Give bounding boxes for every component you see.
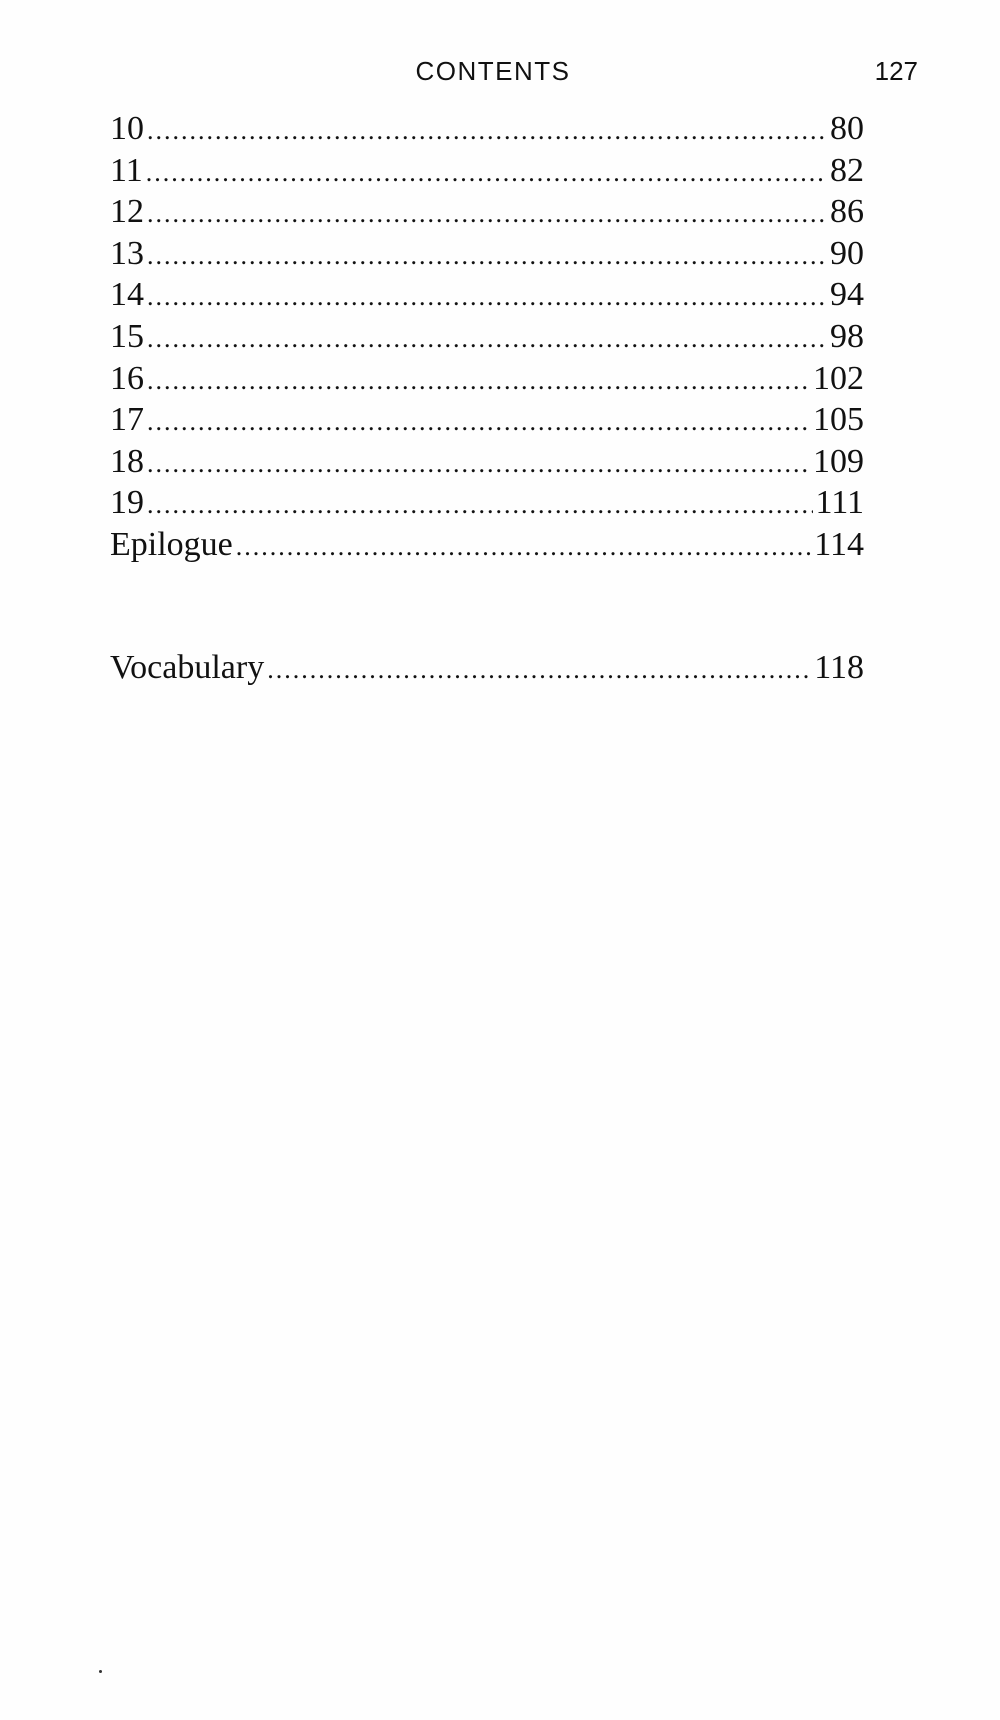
dot-leader — [147, 484, 813, 526]
toc-entry-label: 11 — [110, 151, 143, 189]
toc-entry-page: 98 — [830, 317, 864, 355]
dot-leader — [236, 526, 811, 568]
toc-entry-label: 15 — [110, 317, 144, 355]
toc-entry-label: 12 — [110, 193, 144, 231]
running-header — [0, 52, 1000, 92]
toc-entry-page: 109 — [813, 442, 864, 480]
dot-leader — [147, 401, 810, 443]
toc-entry-label: Epilogue — [110, 525, 233, 563]
dot-leader — [147, 193, 827, 235]
toc-entry-label: Vocabulary — [110, 649, 265, 686]
scan-speck — [99, 1670, 102, 1673]
toc-entry-label: 16 — [110, 359, 144, 397]
dot-leader — [147, 318, 827, 360]
toc-entry-page: 118 — [814, 649, 864, 686]
toc-entry — [110, 233, 864, 275]
toc-entry-label: 17 — [110, 401, 144, 439]
back-matter-contents — [110, 647, 864, 689]
toc-entry-page: 102 — [813, 359, 864, 397]
toc-entry — [110, 358, 864, 400]
toc-entry-page: 86 — [830, 193, 864, 231]
dot-leader — [147, 360, 810, 402]
toc-entry — [110, 191, 864, 233]
toc-entry-epilogue — [110, 524, 864, 566]
toc-entry-label: 13 — [110, 234, 144, 272]
toc-entry — [110, 482, 864, 524]
running-title: CONTENTS — [415, 56, 571, 86]
dot-leader — [147, 110, 827, 152]
toc-entry-page: 105 — [813, 401, 864, 439]
toc-entry — [110, 108, 864, 150]
dot-leader — [147, 235, 827, 277]
toc-entry-vocabulary — [110, 647, 864, 689]
dot-leader — [146, 152, 827, 194]
toc-entry-label: 10 — [110, 110, 144, 147]
toc-entry — [110, 274, 864, 316]
table-of-contents — [110, 108, 864, 566]
toc-entry-page: 80 — [830, 110, 864, 147]
toc-entry — [110, 441, 864, 483]
toc-entry-label: 14 — [110, 276, 144, 314]
toc-entry-page: 111 — [815, 484, 864, 522]
toc-entry-page: 90 — [830, 234, 864, 272]
toc-entry-page: 82 — [830, 151, 864, 189]
page-number: 127 — [874, 56, 918, 86]
dot-leader — [147, 443, 810, 485]
toc-entry-page: 94 — [830, 276, 864, 314]
dot-leader — [147, 276, 827, 318]
toc-entry-label: 18 — [110, 442, 144, 480]
toc-entry — [110, 150, 864, 192]
toc-entry — [110, 399, 864, 441]
dot-leader — [267, 649, 811, 691]
toc-entry-label: 19 — [110, 484, 144, 522]
toc-entry-page: 114 — [814, 525, 864, 563]
toc-entry — [110, 316, 864, 358]
